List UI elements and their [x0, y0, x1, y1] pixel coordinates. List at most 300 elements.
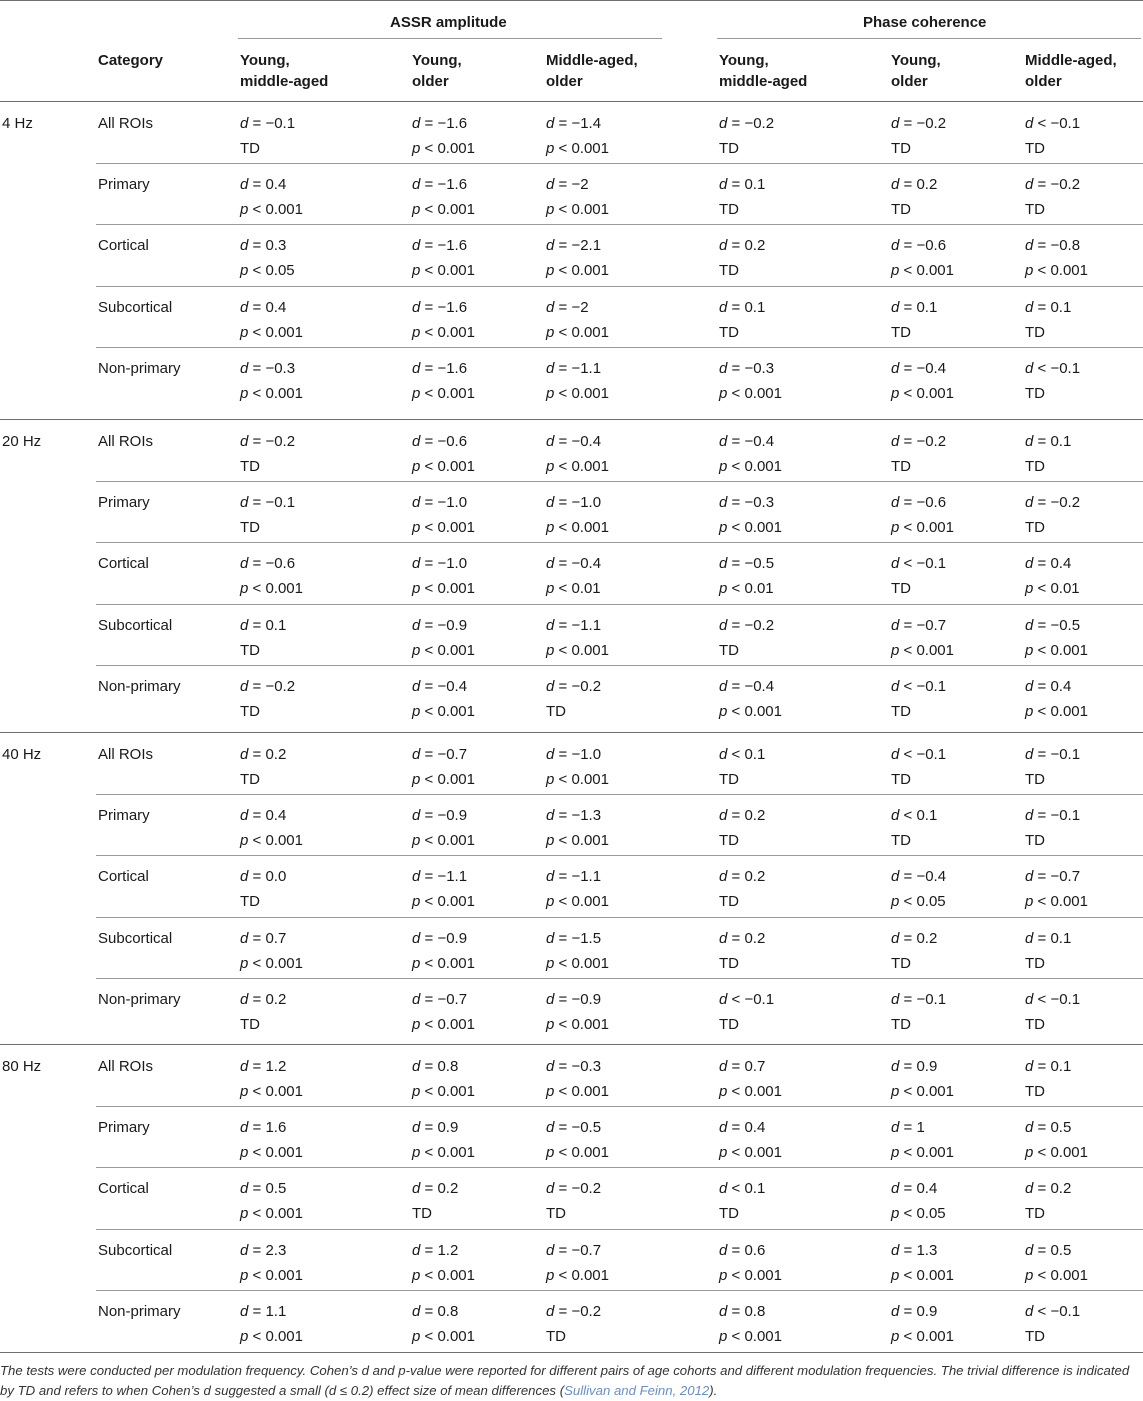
effect-size: d = 0.4 — [891, 1180, 938, 1198]
significance: TD — [891, 580, 911, 598]
significance: TD — [719, 1015, 739, 1033]
row-divider — [96, 665, 1143, 666]
table-cell — [891, 613, 954, 663]
effect-size: d = 0.4 — [240, 176, 287, 194]
significance: TD — [1025, 519, 1045, 537]
effect-size: d = −0.2 — [1025, 494, 1081, 512]
significance: p < 0.001 — [891, 641, 954, 659]
frequency-label: 20 Hz — [2, 433, 42, 450]
effect-size: d = −0.1 — [1025, 807, 1081, 825]
table-cell — [719, 295, 765, 345]
row-divider — [96, 604, 1143, 605]
category-label: Primary — [98, 494, 150, 512]
table-cell — [891, 803, 937, 853]
table-cell — [719, 356, 782, 406]
effect-size: d = −2 — [546, 298, 589, 316]
significance: TD — [1025, 1205, 1045, 1223]
table-cell — [1025, 490, 1080, 540]
table-cell — [412, 987, 475, 1037]
row-divider — [96, 978, 1143, 979]
table-cell — [546, 111, 609, 161]
category-label: Subcortical — [98, 929, 173, 947]
significance: p < 0.001 — [719, 1327, 782, 1345]
effect-size: d < −0.1 — [719, 990, 775, 1008]
row-divider — [96, 1290, 1143, 1291]
table-cell — [412, 674, 475, 724]
effect-size: d = −1.6 — [412, 298, 468, 316]
effect-size: d = 0.9 — [891, 1058, 938, 1075]
table-cell — [546, 356, 609, 406]
table-cell — [891, 172, 937, 222]
significance: TD — [240, 641, 260, 659]
significance: TD — [1025, 832, 1045, 850]
significance: p < 0.001 — [546, 140, 609, 157]
significance: p < 0.001 — [412, 580, 475, 598]
effect-size: d = 0.2 — [719, 868, 766, 886]
table-cell — [412, 613, 475, 663]
table-cell — [412, 356, 475, 406]
table-cell — [240, 803, 303, 853]
effect-size: d = −0.2 — [719, 115, 775, 132]
table-cell — [412, 233, 475, 283]
significance: p < 0.001 — [412, 641, 475, 659]
significance: TD — [240, 702, 260, 720]
category-label: All ROIs — [98, 1058, 154, 1075]
category-label: Cortical — [98, 555, 149, 573]
table-cell — [546, 926, 609, 976]
table-cell — [891, 987, 946, 1037]
table-cell — [412, 1176, 458, 1226]
effect-size: d = −0.2 — [891, 433, 947, 450]
table-cell — [412, 429, 475, 479]
effect-size: d = 0.1 — [719, 298, 766, 316]
effect-size: d < −0.1 — [891, 746, 947, 763]
column-header: Middle-aged, older — [546, 52, 638, 90]
table-cell — [546, 172, 609, 222]
table-cell — [412, 1115, 475, 1165]
effect-size: d = 0.7 — [719, 1058, 766, 1075]
table-cell — [719, 1176, 765, 1226]
table-cell — [1025, 1115, 1088, 1165]
significance: TD — [546, 702, 566, 720]
effect-size: d = −0.5 — [719, 555, 775, 573]
effect-size: d = 0.5 — [240, 1180, 287, 1198]
table-cell — [240, 172, 303, 222]
significance: TD — [891, 458, 911, 475]
significance: TD — [891, 954, 911, 972]
significance: p < 0.001 — [546, 458, 609, 475]
significance: TD — [240, 893, 260, 911]
effect-size: d = 0.2 — [719, 807, 766, 825]
effect-size: d = −0.5 — [1025, 616, 1081, 634]
significance: TD — [891, 140, 911, 157]
effect-size: d = −1.0 — [546, 746, 602, 763]
effect-size: d = −1.1 — [546, 616, 602, 634]
significance: p < 0.05 — [891, 893, 946, 911]
table-cell — [546, 1054, 609, 1104]
effect-size: d < −0.1 — [891, 677, 947, 695]
table-cell — [719, 551, 774, 601]
row-divider — [96, 917, 1143, 918]
effect-size: d = −1.3 — [546, 807, 602, 825]
significance: p < 0.001 — [240, 201, 303, 219]
effect-size: d = −1.6 — [412, 176, 468, 194]
footnote-citation: Sullivan and Feinn, 2012 — [564, 1383, 710, 1398]
table-cell — [1025, 926, 1071, 976]
category-label: Cortical — [98, 868, 149, 886]
table-cell — [240, 742, 286, 792]
table-cell — [546, 803, 609, 853]
effect-size: d = 0.2 — [240, 990, 287, 1008]
category-label: All ROIs — [98, 746, 154, 763]
row-divider — [96, 163, 1143, 164]
significance: TD — [546, 1327, 566, 1345]
significance: TD — [719, 954, 739, 972]
significance: p < 0.001 — [546, 771, 609, 788]
effect-size: d = 2.3 — [240, 1241, 287, 1259]
table-cell — [240, 356, 303, 406]
table-cell — [1025, 1054, 1071, 1104]
significance: p < 0.001 — [240, 323, 303, 341]
significance: p < 0.001 — [412, 1266, 475, 1284]
table-cell — [891, 233, 954, 283]
significance: p < 0.001 — [240, 1327, 303, 1345]
table-cell — [1025, 803, 1080, 853]
significance: TD — [546, 1205, 566, 1223]
table-cell — [719, 172, 765, 222]
significance: TD — [1025, 1327, 1045, 1345]
significance: TD — [719, 323, 739, 341]
group-underline-assr — [238, 38, 662, 39]
category-label: Cortical — [98, 1180, 149, 1198]
significance: TD — [1025, 458, 1045, 475]
significance: TD — [240, 1015, 260, 1033]
column-header: Young, older — [891, 52, 941, 90]
significance: TD — [719, 771, 739, 788]
effect-size: d = −0.8 — [1025, 237, 1081, 255]
table-cell — [546, 864, 609, 914]
table-cell — [1025, 356, 1080, 406]
effect-size: d = −0.6 — [891, 494, 947, 512]
significance: p < 0.001 — [240, 1144, 303, 1162]
effect-size: d = 0.7 — [240, 929, 287, 947]
significance: TD — [412, 1205, 432, 1223]
effect-size: d < −0.1 — [1025, 1302, 1081, 1320]
effect-size: d = 0.1 — [1025, 929, 1072, 947]
significance: TD — [719, 641, 739, 659]
effect-size: d = −1.0 — [412, 494, 468, 512]
category-label: All ROIs — [98, 433, 154, 450]
significance: p < 0.001 — [412, 1083, 475, 1100]
effect-size: d < −0.1 — [891, 555, 947, 573]
effect-size: d = −0.2 — [240, 433, 296, 450]
group-divider — [0, 1352, 1143, 1353]
significance: p < 0.001 — [240, 954, 303, 972]
effect-size: d = 0.5 — [1025, 1241, 1072, 1259]
table-cell — [891, 356, 954, 406]
category-label: Non-primary — [98, 359, 181, 377]
significance: p < 0.001 — [412, 1015, 475, 1033]
significance: p < 0.001 — [412, 140, 475, 157]
effect-size: d = −1.6 — [412, 359, 468, 377]
category-label: Non-primary — [98, 677, 181, 695]
significance: p < 0.001 — [891, 262, 954, 280]
significance: p < 0.001 — [412, 262, 475, 280]
effect-size: d = 0.3 — [240, 237, 287, 255]
effect-size: d = −0.2 — [546, 677, 602, 695]
table-cell — [546, 613, 609, 663]
effect-size: d = −0.4 — [719, 677, 775, 695]
effect-size: d = −0.2 — [1025, 176, 1081, 194]
table-cell — [719, 1238, 782, 1288]
group-divider — [0, 419, 1143, 420]
effect-size: d = −0.4 — [546, 433, 602, 450]
column-header: Middle-aged, older — [1025, 52, 1117, 90]
significance: p < 0.001 — [546, 832, 609, 850]
significance: p < 0.001 — [412, 832, 475, 850]
significance: p < 0.001 — [719, 1266, 782, 1284]
category-label: Non-primary — [98, 1302, 181, 1320]
table-cell — [546, 1238, 609, 1288]
category-label: Primary — [98, 1119, 150, 1137]
effect-size: d = −0.1 — [891, 990, 947, 1008]
effect-size: d = −0.9 — [412, 929, 468, 947]
frequency-label: 40 Hz — [2, 746, 42, 763]
significance: p < 0.001 — [546, 519, 609, 537]
table-cell — [891, 926, 937, 976]
footnote-end: ). — [709, 1383, 718, 1398]
header-bottom-rule — [0, 101, 1143, 102]
significance: TD — [240, 771, 260, 788]
table-cell — [891, 551, 946, 601]
table-cell — [719, 674, 782, 724]
table-cell — [240, 674, 295, 724]
significance: p < 0.001 — [546, 201, 609, 219]
effect-size: d = 0.6 — [719, 1241, 766, 1259]
table-cell — [546, 1176, 601, 1226]
significance: p < 0.001 — [240, 1266, 303, 1284]
effect-size: d = −1.1 — [412, 868, 468, 886]
table-cell — [240, 926, 303, 976]
table-cell — [891, 864, 946, 914]
effect-size: d = −0.3 — [240, 359, 296, 377]
effect-size: d = 0.2 — [1025, 1180, 1072, 1198]
table-cell — [891, 295, 937, 345]
significance: TD — [1025, 1015, 1045, 1033]
table-cell — [1025, 674, 1088, 724]
effect-size: d < 0.1 — [719, 1180, 766, 1198]
effect-size: d = −1.1 — [546, 359, 602, 377]
significance: TD — [1025, 954, 1045, 972]
table-cell — [412, 864, 475, 914]
effect-size: d = 0.2 — [412, 1180, 459, 1198]
effect-size: d = 1.2 — [240, 1058, 287, 1075]
row-divider — [96, 347, 1143, 348]
significance: TD — [719, 832, 739, 850]
table-cell — [240, 1054, 303, 1104]
significance: p < 0.001 — [719, 519, 782, 537]
effect-size: d = 0.4 — [240, 807, 287, 825]
table-cell — [546, 742, 609, 792]
table-cell — [240, 1176, 303, 1226]
table-cell — [1025, 742, 1080, 792]
significance: TD — [891, 832, 911, 850]
significance: TD — [240, 519, 260, 537]
significance: p < 0.001 — [412, 702, 475, 720]
table-cell — [891, 742, 946, 792]
table-cell — [546, 1115, 609, 1165]
significance: TD — [1025, 323, 1045, 341]
effect-size: d = −0.1 — [240, 115, 296, 132]
significance: p < 0.001 — [240, 384, 303, 402]
table-cell — [891, 490, 954, 540]
column-header-category: Category — [98, 52, 164, 69]
effect-size: d = −0.9 — [546, 990, 602, 1008]
effect-size: d = −2.1 — [546, 237, 602, 255]
table-cell — [240, 987, 286, 1037]
group-divider — [0, 1044, 1143, 1045]
table-cell — [719, 429, 782, 479]
effect-size: d = 0.4 — [1025, 555, 1072, 573]
table-cell — [891, 429, 946, 479]
effect-size: d = −0.2 — [891, 115, 947, 132]
significance: TD — [1025, 1083, 1045, 1100]
table-cell — [719, 1299, 782, 1349]
significance: p < 0.001 — [240, 580, 303, 598]
significance: p < 0.001 — [412, 519, 475, 537]
effect-size: d = 0.1 — [1025, 1058, 1072, 1075]
effect-size: d = 0.1 — [1025, 298, 1072, 316]
table-cell — [1025, 172, 1080, 222]
table-cell — [891, 1176, 946, 1226]
effect-size: d = 0.2 — [891, 929, 938, 947]
significance: p < 0.001 — [412, 201, 475, 219]
effect-size: d < −0.1 — [1025, 990, 1081, 1008]
row-divider — [96, 542, 1143, 543]
significance: TD — [891, 702, 911, 720]
significance: p < 0.001 — [546, 1015, 609, 1033]
effect-size: d = 1.1 — [240, 1302, 287, 1320]
table-cell — [546, 233, 609, 283]
table-cell — [240, 111, 295, 161]
effect-size: d = −0.1 — [240, 494, 296, 512]
significance: TD — [891, 1015, 911, 1033]
effect-size: d = −0.9 — [412, 616, 468, 634]
category-label: Subcortical — [98, 616, 173, 634]
table-cell — [1025, 233, 1088, 283]
effect-size: d = −0.3 — [719, 494, 775, 512]
significance: p < 0.001 — [891, 1327, 954, 1345]
table-cell — [412, 172, 475, 222]
table-cell — [412, 742, 475, 792]
effect-size: d = −1.4 — [546, 115, 602, 132]
table-cell — [546, 987, 609, 1037]
effect-size: d = 0.8 — [412, 1058, 459, 1075]
table-cell — [240, 490, 295, 540]
significance: p < 0.001 — [546, 893, 609, 911]
effect-size: d = 0.5 — [1025, 1119, 1072, 1137]
effect-size: d = −0.7 — [546, 1241, 602, 1259]
effect-size: d = −1.5 — [546, 929, 602, 947]
table-cell — [1025, 111, 1080, 161]
effect-size: d = −1.0 — [546, 494, 602, 512]
effect-size: d = 0.8 — [412, 1302, 459, 1320]
effect-size: d < 0.1 — [891, 807, 938, 825]
table-cell — [891, 1054, 954, 1104]
effect-size: d = 0.8 — [719, 1302, 766, 1320]
significance: p < 0.001 — [546, 262, 609, 280]
effect-size: d = 0.1 — [719, 176, 766, 194]
effect-size: d = 1.2 — [412, 1241, 459, 1259]
significance: p < 0.001 — [546, 384, 609, 402]
significance: TD — [891, 771, 911, 788]
table-cell — [240, 551, 303, 601]
table-cell — [412, 111, 475, 161]
table-cell — [719, 864, 765, 914]
table-cell — [719, 926, 765, 976]
significance: p < 0.01 — [546, 580, 601, 598]
significance: p < 0.01 — [719, 580, 774, 598]
significance: p < 0.001 — [1025, 893, 1088, 911]
significance: p < 0.001 — [240, 1083, 303, 1100]
table-cell — [1025, 295, 1071, 345]
table-cell — [891, 1115, 954, 1165]
table-cell — [719, 803, 765, 853]
effect-size: d = 0.4 — [1025, 677, 1072, 695]
group-underline-phase — [717, 38, 1141, 39]
category-label: Subcortical — [98, 298, 173, 316]
table-cell — [546, 551, 601, 601]
effect-size: d = −0.3 — [719, 359, 775, 377]
table-cell — [1025, 429, 1071, 479]
row-divider — [96, 794, 1143, 795]
significance: TD — [1025, 771, 1045, 788]
significance: p < 0.001 — [546, 1144, 609, 1162]
effect-size: d = −0.4 — [546, 555, 602, 573]
table-cell — [546, 674, 601, 724]
table-cell — [719, 1054, 782, 1104]
column-header: Young, older — [412, 52, 462, 90]
effect-size: d = 1.6 — [240, 1119, 287, 1137]
row-divider — [96, 1229, 1143, 1230]
frequency-label: 4 Hz — [2, 115, 33, 132]
column-header: Young, middle-aged — [240, 52, 329, 90]
effect-size: d = 0.2 — [891, 176, 938, 194]
significance: p < 0.001 — [891, 1083, 954, 1100]
table-cell — [412, 1054, 475, 1104]
group-header-assr: ASSR amplitude — [390, 14, 507, 31]
table-cell — [719, 490, 782, 540]
footnote-text: The tests were conducted per modulation frequency. Cohen’s d and p-value were reported for different pairs of age cohorts and different modulation frequencies. The trivial difference is indicated by TD and refers to when Cohen’s d suggested a small (d ≤ 0.2) effect size of mean differences ( — [0, 1363, 1130, 1398]
significance: p < 0.001 — [891, 519, 954, 537]
category-label: All ROIs — [98, 115, 154, 132]
effect-size: d = −0.7 — [412, 990, 468, 1008]
effect-size: d = −0.2 — [546, 1302, 602, 1320]
effect-size: d < −0.1 — [1025, 115, 1081, 132]
row-divider — [96, 286, 1143, 287]
significance: p < 0.001 — [891, 1266, 954, 1284]
significance: TD — [1025, 140, 1045, 157]
effect-size: d = 0.4 — [240, 298, 287, 316]
table-cell — [719, 1115, 782, 1165]
effect-size: d = 0.4 — [719, 1119, 766, 1137]
significance: p < 0.001 — [240, 832, 303, 850]
table-cell — [1025, 1238, 1088, 1288]
significance: TD — [240, 458, 260, 475]
effect-size: d = −1.6 — [412, 115, 468, 132]
significance: p < 0.001 — [412, 893, 475, 911]
significance: p < 0.05 — [240, 262, 295, 280]
